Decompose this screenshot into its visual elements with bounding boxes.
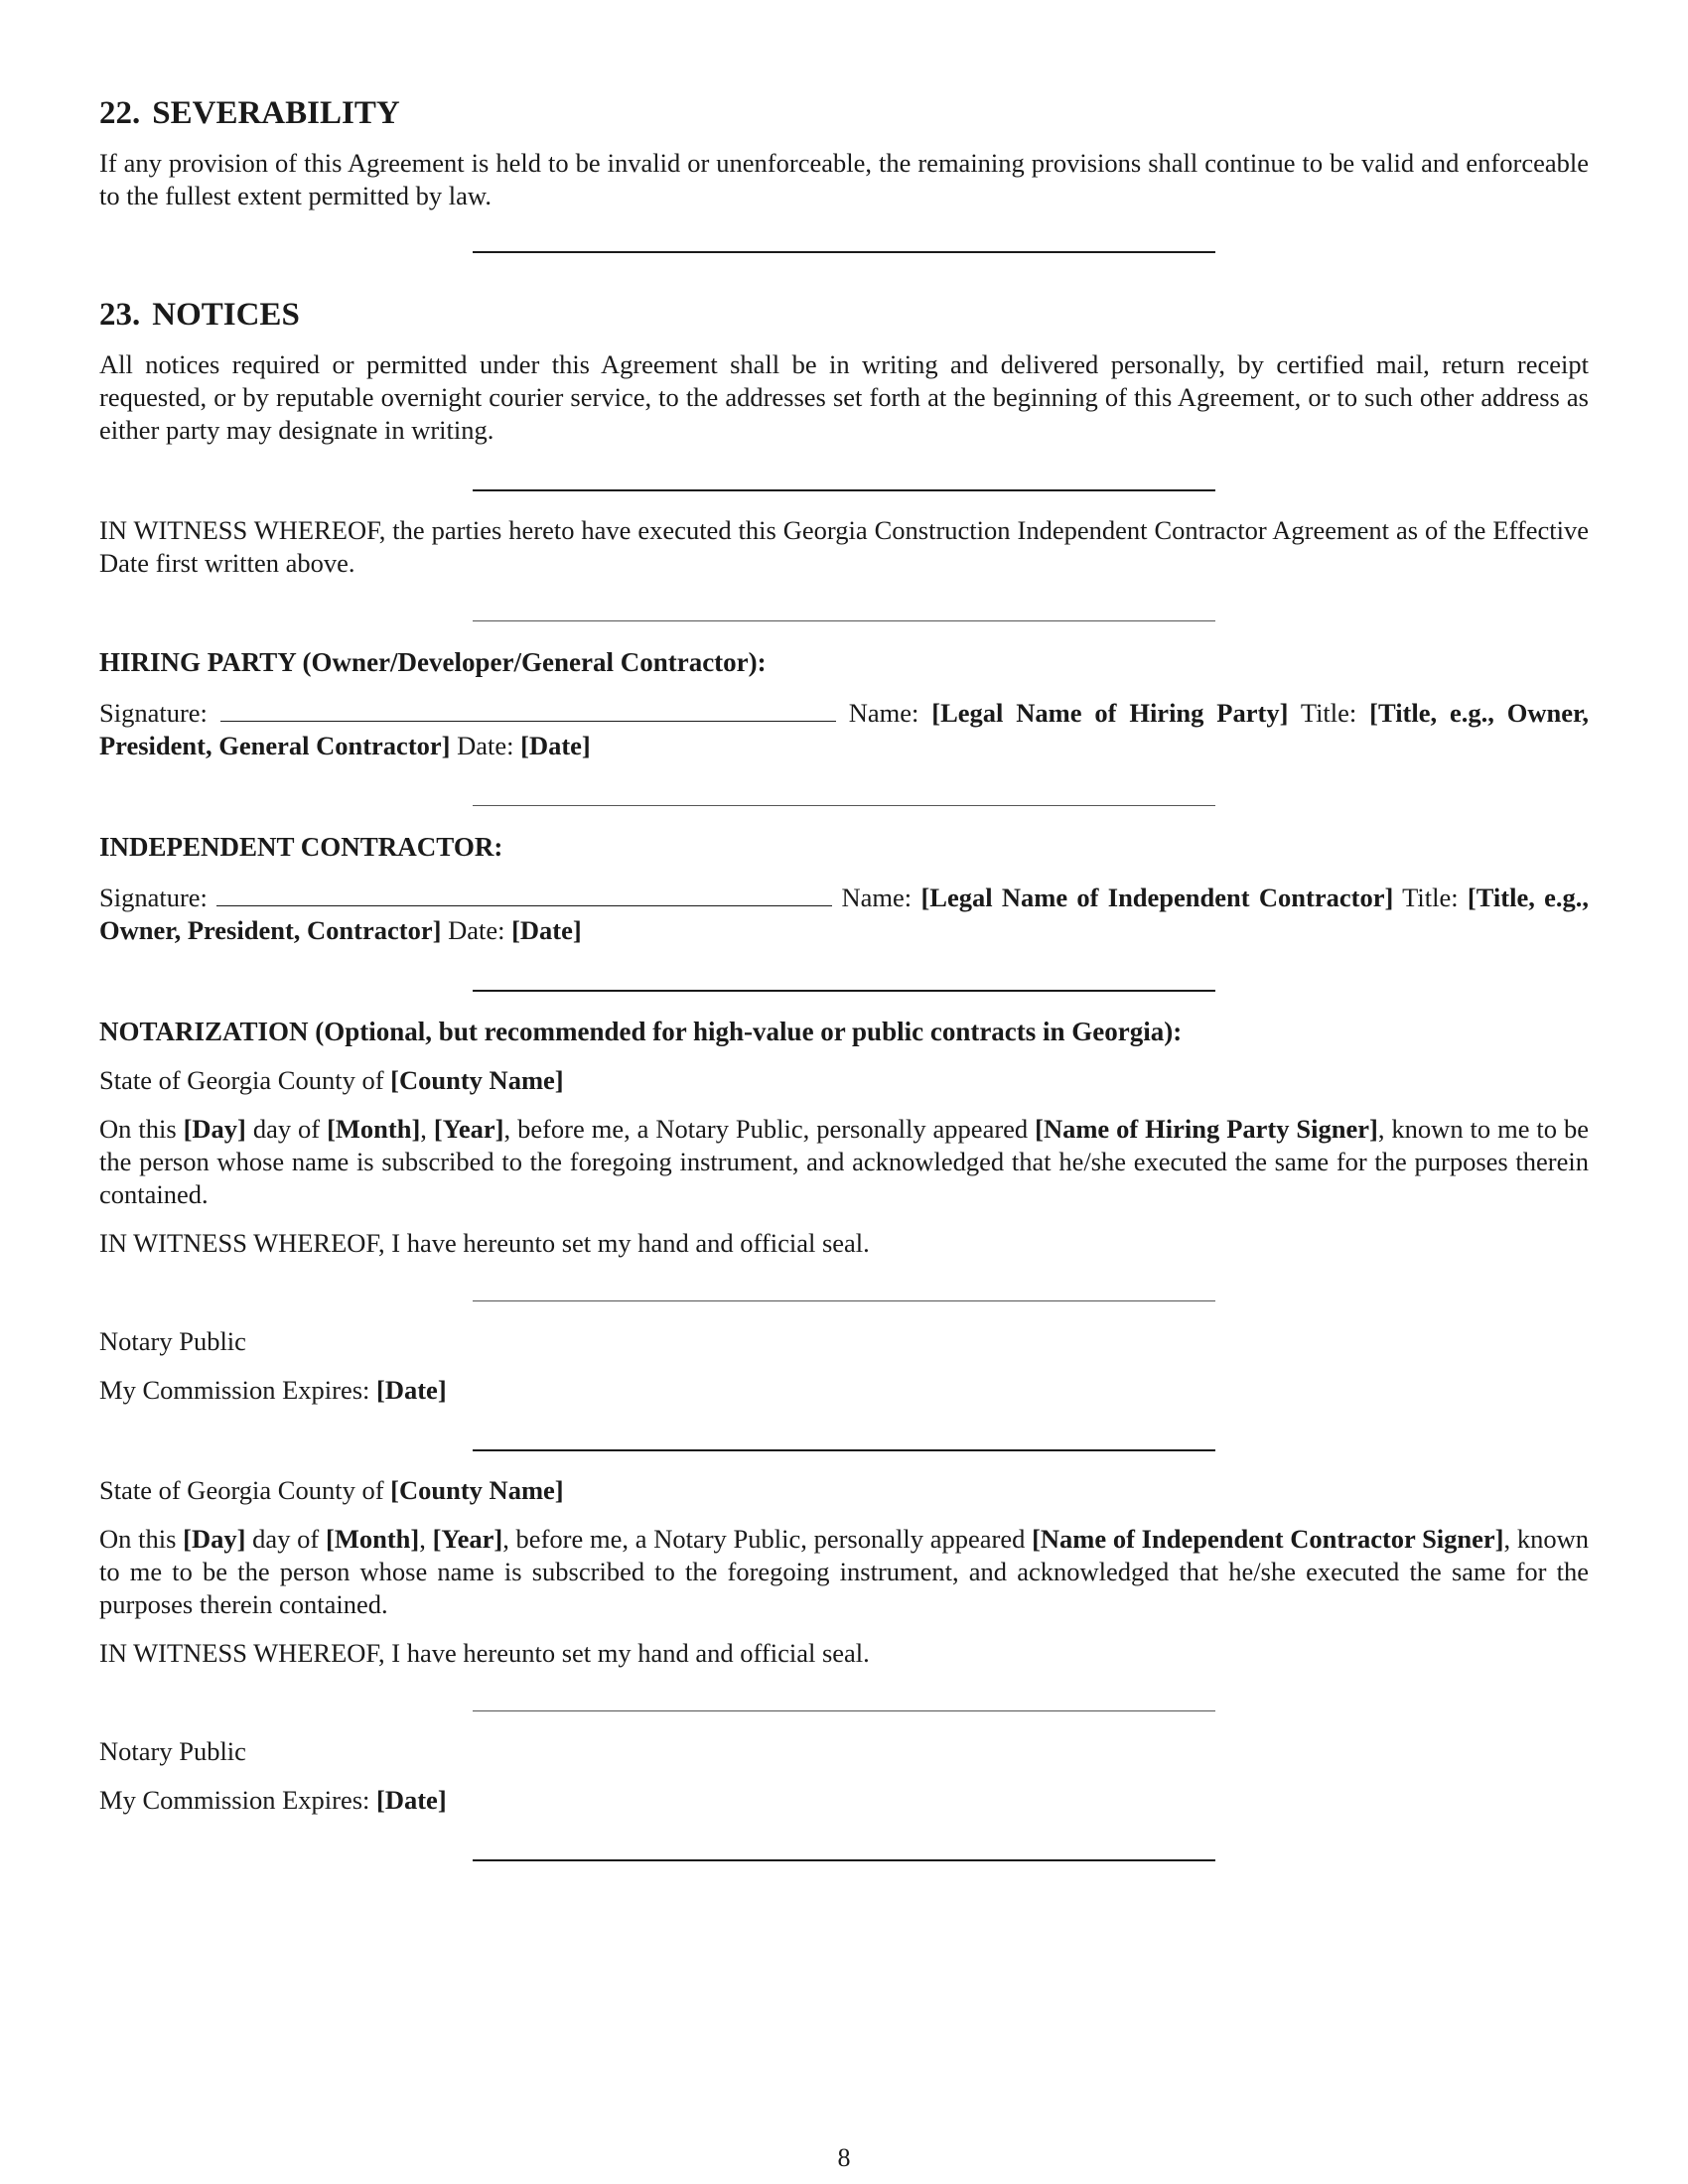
contractor-signature-label: Signature: [99,883,208,912]
hiring-name-value: [Legal Name of Hiring Party] [931,698,1289,728]
year-placeholder: [Year] [432,1524,503,1554]
day-placeholder: [Day] [183,1524,246,1554]
page-number: 8 [837,2143,851,2172]
notary-witness: IN WITNESS WHEREOF, I have hereunto set my hand and official seal. [99,1228,870,1258]
ack-text: day of [245,1114,328,1144]
hiring-title-value: [Title, e.g., Owner, President, General Contractor] [99,698,1589,760]
ack-text: On this [99,1524,184,1554]
hiring-date-label: Date: [457,731,514,760]
contractor-name-value: [Legal Name of Independent Contractor] [920,883,1394,912]
notary-state-county [99,1474,1589,1507]
month-placeholder: [Month] [327,1114,421,1144]
signer-placeholder: [Name of Hiring Party Signer] [1035,1114,1378,1144]
contractor-heading: INDEPENDENT CONTRACTOR: [99,832,503,862]
commission-label: My Commission Expires: [99,1785,377,1815]
hiring-signature-line[interactable] [220,695,836,722]
county-name-placeholder: [County Name] [390,1475,564,1505]
divider [473,805,1215,806]
month-placeholder: [Month] [326,1524,420,1554]
notary-acknowledgment [99,1113,1589,1211]
notary-public-label: Notary Public [99,1326,246,1356]
hiring-signature-label: Signature: [99,698,208,728]
section-22-heading [99,93,1589,133]
notary-signature-line[interactable] [473,1710,1215,1711]
section-23-body: All notices required or permitted under this Agreement shall be in writing and delivered personally, by certified mail, return receipt requested, or by reputable overnight courier service, to the addresses set forth at the beginning of this Agreement, or to such other address as either party may designate in writing. [99,349,1589,445]
ack-text: , before me, a Notary Public, personally appeared [502,1524,1033,1554]
day-placeholder: [Day] [183,1114,246,1144]
divider [473,489,1215,491]
ack-text: , known to me to be the person whose name is subscribed to the foregoing instrument, and acknowledged that he/she executed the same for the purposes therein contained. [99,1524,1590,1619]
hiring-name-label: Name: [848,698,919,728]
county-name-placeholder: [County Name] [390,1065,564,1095]
contractor-name-label: Name: [841,883,913,912]
commission-date-placeholder: [Date] [376,1785,447,1815]
ack-text: , known to me to be the person whose name is subscribed to the foregoing instrument, and acknowledged that he/she executed the same for the purposes therein contained. [99,1114,1589,1209]
divider [473,1449,1215,1451]
notary-witness: IN WITNESS WHEREOF, I have hereunto set my hand and official seal. [99,1638,870,1668]
hiring-title-label: Title: [1300,698,1357,728]
divider [473,251,1215,253]
contractor-date-label: Date: [448,915,505,945]
ack-text: On this [99,1114,184,1144]
notary-state-county [99,1064,1589,1097]
section-23-title: NOTICES [152,297,300,333]
ack-text: , [419,1524,433,1554]
commission-date-placeholder: [Date] [376,1375,447,1405]
notary-public-label: Notary Public [99,1736,246,1766]
ack-text: day of [245,1524,326,1554]
divider [473,990,1215,992]
contractor-date-value: [Date] [511,915,582,945]
hiring-party-heading: HIRING PARTY (Owner/Developer/General Contractor): [99,647,767,677]
state-county-label: State of Georgia County of [99,1475,391,1505]
ack-text: , [420,1114,434,1144]
commission-expires [99,1784,1589,1817]
notary-signature-line[interactable] [473,1300,1215,1301]
notary-acknowledgment [99,1523,1589,1621]
contractor-title-label: Title: [1402,883,1459,912]
divider [473,620,1215,621]
section-22-body: If any provision of this Agreement is held to be invalid or unenforceable, the remaining provisions shall continue to be valid and enforceable to the fullest extent permitted by law. [99,148,1589,210]
contractor-signature-block [99,880,1589,947]
hiring-date-value: [Date] [520,731,591,760]
section-22-title: SEVERABILITY [152,95,400,131]
notarization-heading: NOTARIZATION (Optional, but recommended for high-value or public contracts in Georgia): [99,1017,1183,1046]
signer-placeholder: [Name of Independent Contractor Signer] [1032,1524,1504,1554]
state-county-label: State of Georgia County of [99,1065,391,1095]
section-22-number: 22. [99,95,141,131]
page-content [99,93,1589,1860]
hiring-party-signature-block [99,695,1589,762]
ack-text: , before me, a Notary Public, personally appeared [503,1114,1036,1144]
witness-clause: IN WITNESS WHEREOF, the parties hereto have executed this Georgia Construction Independent Contractor Agreement as of the Effective Date first written above. [99,515,1589,578]
commission-expires [99,1374,1589,1407]
contractor-title-value: [Title, e.g., Owner, President, Contractor] [99,883,1590,945]
divider [473,1859,1215,1861]
year-placeholder: [Year] [433,1114,504,1144]
contractor-signature-line[interactable] [216,880,832,906]
section-23-number: 23. [99,297,141,333]
section-23-heading [99,295,1589,335]
commission-label: My Commission Expires: [99,1375,377,1405]
